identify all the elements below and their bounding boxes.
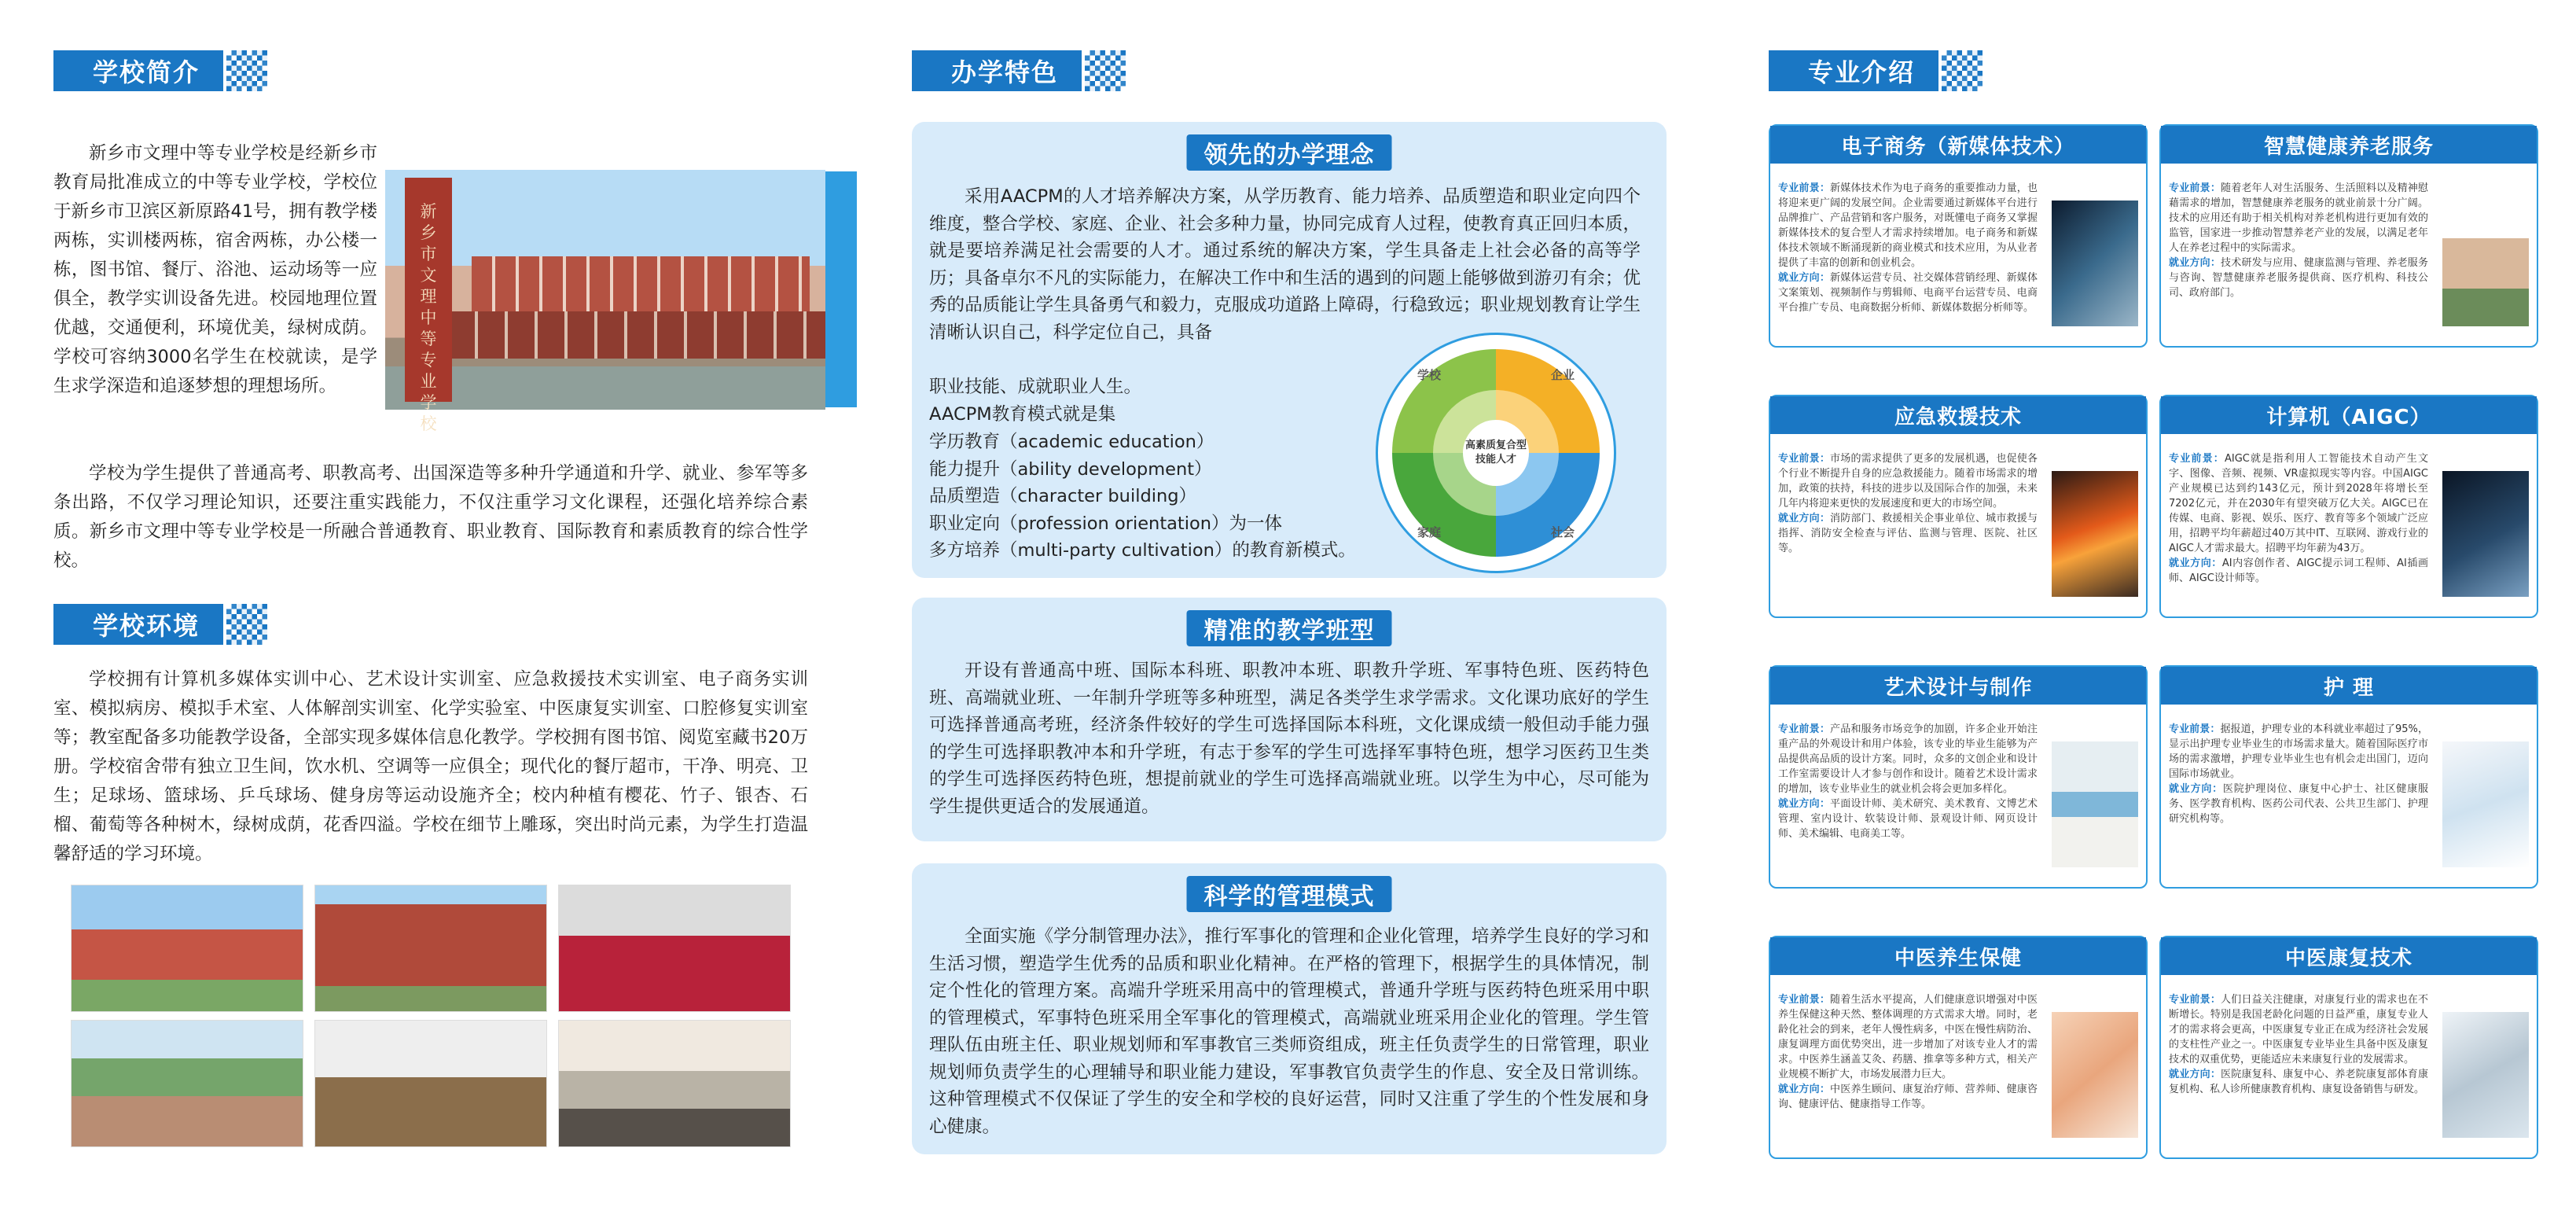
wheel-label: 社会 <box>1551 525 1575 539</box>
major-card-ecommerce <box>1769 124 2148 348</box>
aacpm-wheel-diagram <box>1376 333 1616 573</box>
major-card-elderly-care <box>2159 124 2538 348</box>
section-title: 办学特色 <box>912 50 1082 91</box>
model-item: 学历教育（academic education） <box>929 432 1215 452</box>
campus-image <box>385 170 825 433</box>
major-title: 智慧健康养老服务 <box>2161 126 2537 164</box>
section-title: 学校简介 <box>53 50 223 91</box>
gallery-photo <box>71 1020 303 1147</box>
column-school <box>47 0 873 1207</box>
panel-class-types <box>912 598 1666 841</box>
major-description: 专业前景：产品和服务市场竞争的加剧，许多企业开始注重产品的外观设计和用户体验，该专业的毕业生能够为产品提供高品质的设计方案。同时，众多的文创企业和设计工作室需要设计人才参与创作和设计。随着艺术设计需求的增加，该专业毕业生的就业机会将会更加多样化。 就业方向：平面设计师、美术研究、美术教育、文博艺术管理、室内设计、软装设计师、景观设计师、网页设计师、美术编辑、电商美工等。 <box>1778 723 2038 840</box>
panel-management <box>912 863 1666 1154</box>
major-photo <box>2052 741 2138 867</box>
checker-decoration <box>1085 50 1126 91</box>
section-header-majors <box>1769 50 1983 91</box>
wheel-core: 高素质复合型技能人才 <box>1463 420 1529 486</box>
major-photo <box>2442 741 2529 867</box>
model-list <box>929 429 1377 565</box>
gallery-photo <box>558 885 791 1012</box>
model-item: 职业定向（profession orientation）为一体 <box>929 513 1283 534</box>
gallery-photo <box>314 885 547 1012</box>
major-title: 中医养生保健 <box>1770 937 2146 975</box>
gallery-photo <box>314 1020 547 1147</box>
checker-decoration <box>226 50 267 91</box>
major-card-tcm-health <box>1769 936 2148 1159</box>
model-intro: AACPM教育模式就是集 <box>929 404 1116 425</box>
major-title: 艺术设计与制作 <box>1770 667 2146 705</box>
column-features <box>912 0 1666 1207</box>
major-description: 专业前景：随着老年人对生活服务、生活照料以及精神慰藉需求的增加，智慧健康养老服务的就业前景十分广阔。技术的应用还有助于相关机构对养老机构进行更加有效的监管，国家进一步推动智慧养老产业的发展，以满足老年人在养老过程中的实际需求。 就业方向：技术研发与应用、健康监测与管理、养老服务与咨询、智慧健康养老服务提供商、医疗机构、科技公司、政府部门。 <box>2169 182 2428 299</box>
gallery-photo <box>71 885 303 1012</box>
school-intro-text-2: 学校为学生提供了普通高考、职教高考、出国深造等多种升学通道和升学、就业、参军等多条出路，不仅学习理论知识，还要注重实践能力，不仅注重学习文化课程，还强化培养综合素质。新乡市文理中等专业学校是一所融合普通教育、职业教育、国际教育和素质教育的综合性学校。 <box>53 463 808 571</box>
major-photo <box>2052 201 2138 326</box>
model-item: 品质塑造（character building） <box>929 486 1197 506</box>
major-title: 护 理 <box>2161 667 2537 705</box>
section-header-environment <box>53 604 267 645</box>
major-card-tcm-rehab <box>2159 936 2538 1159</box>
major-card-emergency-rescue <box>1769 395 2148 618</box>
major-photo <box>2442 471 2529 597</box>
major-card-computer-aigc <box>2159 395 2538 618</box>
model-item: 能力提升（ability development） <box>929 458 1212 480</box>
major-card-nursing <box>2159 665 2538 889</box>
philosophy-text-2: 职业技能、成就职业人生。 <box>929 377 1142 397</box>
major-description: 专业前景：AIGC就是指利用人工智能技术自动产生文字、图像、音频、视频、VR虚拟现实等内容。中国AIGC产业规模已达到约143亿元，预计到2028年将增长至7202亿元，并在2030年有望突破万亿大关。AIGC已在传媒、电商、影视、娱乐、医疗、教育等多个领域广泛应用，招聘平均年薪超过40万其中IT、互联网、游戏行业的AIGC人才需求最大。招聘平均年薪为43万。 就业方向：AI内容创作者、AIGC提示词工程师、AI插画师、AIGC设计师等。 <box>2169 453 2428 584</box>
major-photo <box>2442 201 2529 326</box>
campus-photo <box>385 171 857 433</box>
checker-decoration <box>226 604 267 645</box>
gallery-photo <box>558 1020 791 1147</box>
major-description: 专业前景：新媒体技术作为电子商务的重要推动力量，也将迎来更广阔的发展空间。企业需要通过新媒体平台进行品牌推广、产品营销和客户服务，对既懂电子商务又掌握新媒体技术的复合型人才需求持续增加。电子商务和新媒体技术领域不断涌现新的商业模式和技术应用，为从业者提供了丰富的创新和创业机会。 就业方向：新媒体运营专员、社交媒体营销经理、新媒体文案策划、视频制作与剪辑师、电商平台运营专员、电商平台推广专员、电商数据分析师、新媒体数据分析师等。 <box>1778 182 2038 314</box>
panel-title: 领先的办学理念 <box>1187 134 1392 171</box>
major-card-art-design <box>1769 665 2148 889</box>
panel-title: 精准的教学班型 <box>1187 610 1392 646</box>
major-description: 专业前景：人们日益关注健康，对康复行业的需求也在不断增长。特别是我国老龄化问题的日益严重，康复专业人才的需求将会更高，中医康复专业正在成为经济社会发展的支柱性产业之一。中医康复专业毕业生具备中医及康复技术的双重优势，更能适应未来康复行业的发展需求。 就业方向：医院康复科、康复中心、养老院康复部体育康复机构、私人诊所健康教育机构、康复设备销售与研发。 <box>2169 994 2428 1095</box>
wheel-label: 企业 <box>1551 368 1575 382</box>
major-photo <box>2442 1012 2529 1138</box>
checker-decoration <box>1942 50 1983 91</box>
gate-inscription: 新乡市文理中等专业学校 <box>420 202 437 433</box>
school-intro-text: 新乡市文理中等专业学校是经新乡市教育局批准成立的中等专业学校，学校位于新乡市卫滨区新原路41号，拥有教学楼两栋，实训楼两栋，宿舍两栋，办公楼一栋，图书馆、餐厅、浴池、运动场等一应俱全，教学实训设备先进。校园地理位置优越，交通便利，环境优美，绿树成荫。学校可容纳3000名学生在校就读，是学生求学深造和追逐梦想的理想场所。 <box>53 143 377 396</box>
wheel-label: 学校 <box>1417 368 1442 382</box>
panel-title: 科学的管理模式 <box>1187 876 1392 912</box>
major-title: 应急救援技术 <box>1770 396 2146 434</box>
major-title: 中医康复技术 <box>2161 937 2537 975</box>
model-item: 多方培养（multi-party cultivation）的教育新模式。 <box>929 540 1356 561</box>
major-photo <box>2052 471 2138 597</box>
panel-philosophy <box>912 122 1666 578</box>
wheel-label: 家庭 <box>1417 525 1442 539</box>
column-majors <box>1769 0 2535 1207</box>
major-title: 计算机（AIGC） <box>2161 396 2537 434</box>
section-header-features <box>912 50 1126 91</box>
major-title: 电子商务（新媒体技术） <box>1770 126 2146 164</box>
major-description: 专业前景：市场的需求提供了更多的发展机遇，也促使各个行业不断提升自身的应急救援能力。随着市场需求的增加，政策的扶持，科技的进步以及国际合作的加强，未来几年内将迎来更快的发展速度和更大的市场空间。 就业方向：消防部门、救援相关企事业单位、城市救援与指挥、消防安全检查与评估、监测与管理、医院、社区等。 <box>1778 453 2038 554</box>
section-title: 学校环境 <box>53 604 223 645</box>
major-photo <box>2052 1012 2138 1138</box>
philosophy-text: 采用AACPM的人才培养解决方案，从学历教育、能力培养、品质塑造和职业定向四个维度，整合学校、家庭、企业、社会多种力量，协同完成育人过程，使教育真正回归本质，就是要培养满足社会需要的人才。通过系统的解决方案，学生具备走上社会必备的高等学历；具备卓尔不凡的实际能力，在解决工作中和生活的遇到的问题上能够做到游刃有余；优秀的品质能让学生具备勇气和毅力，克服成功道路上障碍，行稳致远；职业规划教育让学生清晰认识自己，科学定位自己，具备 <box>929 186 1641 343</box>
class-types-text: 开设有普通高中班、国际本科班、职教冲本班、职教升学班、军事特色班、医药特色班、高端就业班、一年制升学班等多种班型，满足各类学生求学需求。文化课功底好的学生可选择普通高考班，经济条件较好的学生可选择国际本科班，文化课成绩一般但动手能力强的学生可选择职教冲本和升学班，有志于参军的学生可选择军事特色班，想学习医药卫生类的学生可选择医药特色班，想提前就业的学生可选择高端就业班。以学生为中心，尽可能为学生提供更适合的发展通道。 <box>929 661 1649 817</box>
section-title: 专业介绍 <box>1769 50 1938 91</box>
environment-text: 学校拥有计算机多媒体实训中心、艺术设计实训室、应急救援技术实训室、电子商务实训室、模拟病房、模拟手术室、人体解剖实训室、化学实验室、中医康复实训室、口腔修复实训室等；教室配备多功能教学设备，全部实现多媒体信息化教学。学校拥有图书馆、阅览室藏书20万册。学校宿舍带有独立卫生间，饮水机、空调等一应俱全；现代化的餐厅超市，干净、明亮、卫生；足球场、篮球场、乒乓球场、健身房等运动设施齐全；校内种植有樱花、竹子、银杏、石榴、葡萄等各种树木，绿树成荫，花香四溢。学校在细节上雕琢，突出时尚元素，为学生打造温馨舒适的学习环境。 <box>53 669 808 864</box>
section-header-school-intro <box>53 50 267 91</box>
major-description: 专业前景：随着生活水平提高，人们健康意识增强对中医养生保健这种天然、整体调理的方式需求大增。同时，老龄化社会的到来，老年人慢性病多，中医在慢性病防治、康复调理方面优势突出，进一步增加了对该专业人才的需求。中医养生涵盖艾灸、药膳、推拿等多种方式，相关产业规模不断扩大，市场发展潜力巨大。 就业方向：中医养生顾问、康复治疗师、营养师、健康咨询、健康评估、健康指导工作等。 <box>1778 994 2038 1110</box>
management-text: 全面实施《学分制管理办法》，推行军事化的管理和企业化管理，培养学生良好的学习和生活习惯，塑造学生优秀的品质和职业化精神。在严格的管理下，根据学生的具体情况，制定个性化的管理方案。高端升学班采用高中的管理模式，普通升学班与医药特色班采用中职的管理模式，军事特色班采用全军事化的管理模式，高端就业班采用企业化的管理。学生管理队伍由班主任、职业规划师和军事教官三类师资组成，班主任负责学生的日常管理，职业规划师负责学生的心理辅导和职业能力建设，军事教官负责学生的作息、安全及日常训练。这种管理模式不仅保证了学生的安全和学校的良好运营，同时又注重了学生的个性发展和身心健康。 <box>929 926 1649 1137</box>
major-description: 专业前景：据报道，护理专业的本科就业率超过了95%，显示出护理专业毕业生的市场需求量大。随着国际医疗市场的需求激增，护理专业毕业生也有机会走出国门，迈向国际市场就业。 就业方向：医院护理岗位、康复中心护士、社区健康服务、医学教育机构、医药公司代表、公共卫生部门、护理研究机构等。 <box>2169 723 2428 825</box>
environment-gallery <box>71 885 841 1147</box>
